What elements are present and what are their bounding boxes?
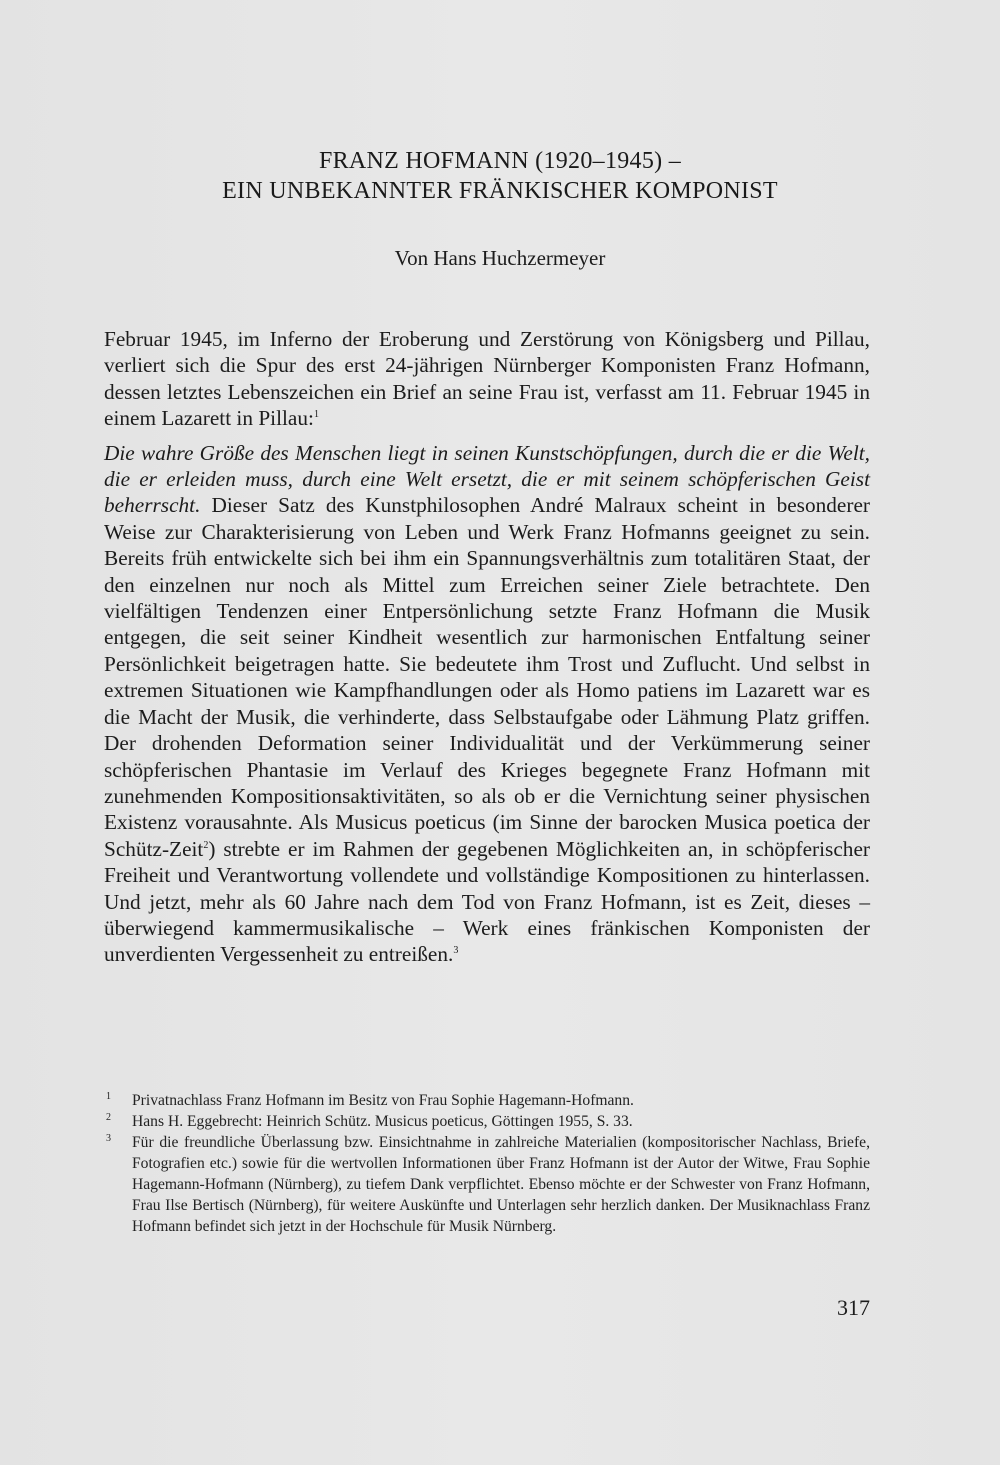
footnote-ref-2: 2 <box>203 839 209 851</box>
paragraph-main <box>104 440 870 968</box>
footnote-1 <box>104 1090 870 1111</box>
footnote-text: Privatnachlass Franz Hofmann im Besitz von Frau Sophie Hagemann-Hofmann. <box>132 1092 634 1109</box>
footnote-number: 3 <box>106 1133 111 1144</box>
malraux-quote: Die wahre Größe des Menschen liegt in seinen Kunstschöpfungen, durch die er die Welt, die er erleiden muss, durch eine Welt ersetzt, die er mit seinem schöpferischen Geist beherrscht. <box>104 440 870 518</box>
footnote-2 <box>104 1111 870 1132</box>
paragraph-main-text-a: Dieser Satz des Kunstphilosophen André Malraux scheint in besonderer Weise zur Charakterisierung von Leben und Werk Franz Hofmanns geeignet zu sein. Bereits früh entwickelte sich bei ihm ein Spannungsverhältnis zum totalitären Staat, der den einzelnen nur noch als Mittel zum Erreichen seiner Ziele betrachtete. Den vielfältigen Tendenzen einer Entpersönlichung setzte Franz Hofmann die Musik entgegen, die seit seiner Kindheit wesentlich zur harmonischen Entfaltung seiner Persönlichkeit beigetragen hatte. Sie bedeutete ihm Trost und Zuflucht. Und selbst in extremen Situationen wie Kampfhandlungen oder als Homo patiens im Lazarett war es die Macht der Musik, die verhinderte, dass Selbstaufgabe oder Lähmung Platz griffen. Der drohenden Deformation seiner Individualität und der Verkümmerung seiner schöpferischen Phantasie im Verlauf des Krieges begegnete Franz Hofmann mit zunehmenden Kompositionsaktivitäten, so als ob er die Vernichtung seiner physischen Existenz vorausahnte. Als Musicus poeticus (im Sinne der barocken Musica poetica der Schütz-Zeit <box>104 493 870 861</box>
footnote-ref-3: 3 <box>453 945 459 957</box>
footnote-text: Für die freundliche Überlassung bzw. Einsichtnahme in zahlreiche Materialien (kompositorischer Nachlass, Briefe, Fotografien etc.) sowie für die wertvollen Informationen über Franz Hofmann ist der Autor der Witwe, Frau Sophie Hagemann-Hofmann (Nürnberg), zu tiefem Dank verpflichtet. Ebenso möchte er der Schwester von Franz Hofmann, Frau Ilse Bertisch (Nürnberg), für weitere Auskünfte und Unterlagen sehr herzlich danken. Der Musiknachlass Franz Hofmann befindet sich jetzt in der Hochschule für Musik Nürnberg. <box>132 1134 870 1235</box>
footnote-text: Hans H. Eggebrecht: Heinrich Schütz. Musicus poeticus, Göttingen 1955, S. 33. <box>132 1113 633 1130</box>
article-body <box>104 326 870 968</box>
paragraph-intro <box>104 326 870 432</box>
article-title-line-2: EIN UNBEKANNTER FRÄNKISCHER KOMPONIST <box>222 178 778 204</box>
footnote-3 <box>104 1132 870 1237</box>
footnote-number: 2 <box>106 1112 111 1123</box>
paragraph-main-text-b: ) strebte er im Rahmen der gegebenen Möglichkeiten an, in schöpferischer Freiheit und Verantwortung vollendete und vollständige Kompositionen zu hinterlassen. Und jetzt, mehr als 60 Jahre nach dem Tod von Franz Hofmann, ist es Zeit, dieses – überwiegend kammermusikalische – Werk eines fränkischen Komponisten der unverdienten Vergessenheit zu entreißen. <box>104 836 870 967</box>
footnotes <box>104 1090 870 1237</box>
article-author: Von Hans Huchzermeyer <box>394 246 606 270</box>
footnote-ref-1: 1 <box>313 409 319 421</box>
paragraph-intro-text: Februar 1945, im Inferno der Eroberung und Zerstörung von Königsberg und Pillau, verliert sich die Spur des erst 24-jährigen Nürnberger Komponisten Franz Hofmann, dessen letztes Lebenszeichen ein Brief an seine Frau ist, verfasst am 11. Februar 1945 in einem Lazarett in Pillau: <box>104 327 870 431</box>
article-title-line-1: FRANZ HOFMANN (1920–1945) – <box>318 148 682 174</box>
page-number: 317 <box>837 1295 870 1320</box>
footnote-number: 1 <box>106 1091 111 1102</box>
